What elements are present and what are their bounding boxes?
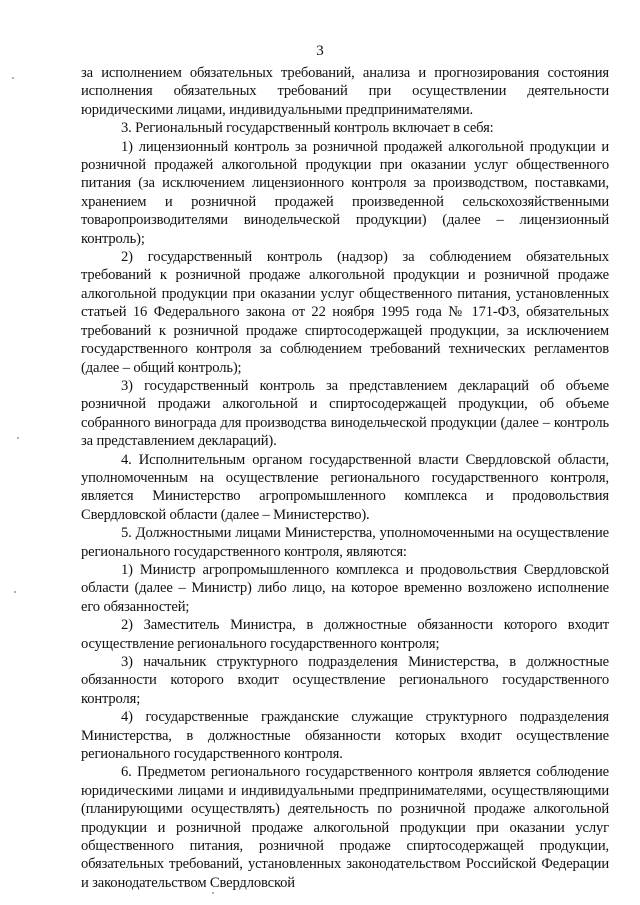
paragraph-5-item-1: 1) Министр агропромышленного комплекса и продовольствия Свердловской области (далее – Министр) либо лицо, на которое временно возложено исполнение его обязанностей; (81, 561, 609, 615)
paragraph-3: 3. Региональный государственный контроль включает в себя: (121, 120, 494, 137)
paragraph-5-item-4: 4) государственные гражданские служащие структурного подразделения Министерства, в должностные обязанности которых входит осуществление регионального государственного контроля. (81, 709, 609, 763)
document-body (81, 64, 609, 892)
scan-speck (12, 77, 14, 79)
paragraph-continuation: за исполнением обязательных требований, анализа и прогнозирования состояния исполнения обязательных требований при осуществлении деятельности юридическими лицами, индивидуальными предпринимателями. (81, 65, 609, 118)
paragraph-3-item-1: 1) лицензионный контроль за розничной продажей алкогольной продукции и розничной продажей алкогольной продукции при оказании услуг общественного питания (за исключением лицензионного контроля за производством, поставками, хранением и розничной продажей произведенной сельскохозяйственными товаропроизводителями винодельческой продукции) (далее – лицензионный контроль); (81, 138, 609, 247)
scan-speck (17, 437, 19, 439)
scan-speck (212, 892, 214, 894)
paragraph-3-item-2: 2) государственный контроль (надзор) за соблюдением обязательных требований к розничной продаже алкогольной продукции и розничной продаже алкогольной продукции при оказании услуг общественного питания, установленных статьей 16 Федерального закона от 22 ноября 1995 года № 171-ФЗ, обязательных требований к розничной продаже спиртосодержащей продукции, за исключением государственного контроля за соблюдением требований технических регламентов (далее – общий контроль); (81, 249, 609, 376)
scan-speck (14, 591, 16, 593)
paragraph-6: 6. Предметом регионального государственного контроля является соблюдение юридическими лицами и индивидуальными предпринимателями, осуществляющими (планирующими осуществлять) деятельность по розничной продаже алкогольной продукции и розничной продаже алкогольной продукции при оказании услуг общественного питания, розничной продаже спиртосодержащей продукции, обязательных требований, установленных законодательством Российской Федерации и законодательством Свердловской (81, 764, 609, 891)
page-number: 3 (316, 43, 324, 59)
paragraph-5-item-2: 2) Заместитель Министра, в должностные обязанности которого входит осуществление регионального государственного контроля; (81, 617, 609, 652)
paragraph-5: 5. Должностными лицами Министерства, уполномоченными на осуществление регионального государственного контроля, являются: (81, 525, 609, 560)
paragraph-5-item-3: 3) начальник структурного подразделения Министерства, в должностные обязанности которого входит осуществление регионального государственного контроля; (81, 654, 609, 707)
paragraph-4: 4. Исполнительным органом государственной власти Свердловской области, уполномоченным на осуществление регионального государственного контроля, является Министерство агропромышленного комплекса и продовольствия Свердловской области (далее – Министерство). (81, 451, 609, 523)
paragraph-3-item-3: 3) государственный контроль за представлением деклараций об объеме розничной продажи алкогольной и спиртосодержащей продукции, об объеме собранного винограда для производства винодельческой продукции (далее – контроль за представлением деклараций). (81, 377, 609, 450)
